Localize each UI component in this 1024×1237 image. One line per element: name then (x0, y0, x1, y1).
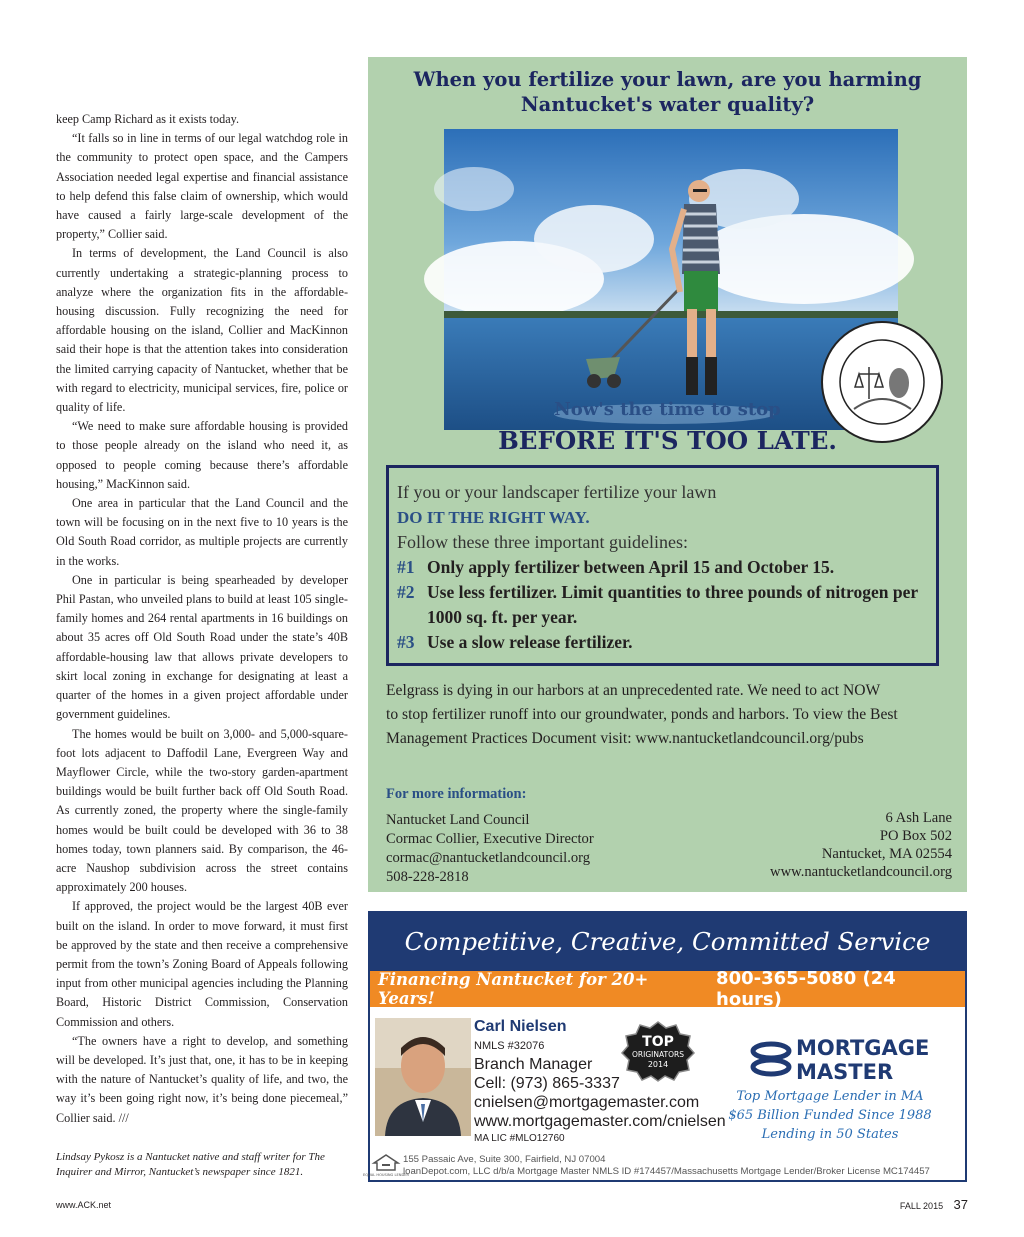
agent-cell[interactable]: Cell: (973) 865-3337 (474, 1075, 620, 1092)
contact-left-block (386, 811, 594, 887)
guideline-item (397, 630, 936, 655)
top-originators-badge (620, 1020, 696, 1082)
contact-line: Nantucket Land Council (386, 812, 530, 828)
guidelines-intro: If you or your landscaper fertilize your lawn (397, 482, 717, 502)
page-footer (900, 1196, 968, 1214)
guidelines-follow: Follow these three important guidelines: (397, 532, 688, 552)
agent-portrait-photo (375, 1018, 471, 1136)
guideline-number: #3 (397, 632, 415, 652)
eelgrass-line: Management Practices Document visit: www.nantucketlandcouncil.org/pubs (386, 730, 864, 747)
agent-name: Carl Nielsen (474, 1018, 567, 1035)
phone-number[interactable]: 800-365-5080 (24 hours) (716, 968, 896, 1010)
contact-line: PO Box 502 (879, 828, 952, 844)
financing-text: Financing Nantucket for 20+ Years! (378, 970, 649, 1008)
ad-headline (368, 67, 967, 117)
guideline-text: Use a slow release fertilizer. (427, 632, 633, 652)
contact-right-block (770, 809, 952, 881)
guideline-number: #2 (397, 582, 415, 602)
page-number: 37 (953, 1197, 968, 1212)
agent-license: MA LIC #MLO12760 (474, 1133, 565, 1144)
issue-label: FALL 2015 (899, 1201, 944, 1211)
logo-word-master: MASTER (796, 1060, 894, 1084)
article-paragraph: “It falls so in line in terms of our legal watchdog role in the community to protect open space, and the Campers Association needed legal expertise and financial assistance to help defend this false claim of ownership, which would have caused a fairly large-scale development of the property,” Collier said. (56, 131, 348, 242)
agent-email[interactable]: cnielsen@mortgagemaster.com (474, 1094, 700, 1111)
right-way-text: DO IT THE RIGHT WAY. (397, 508, 590, 527)
eelgrass-line: to stop fertilizer runoff into our groundwater, ponds and harbors. To view the Best (386, 706, 898, 723)
badge-top-text: TOP (642, 1034, 674, 1050)
mortgage-ad (363, 911, 967, 1182)
guideline-number: #1 (397, 557, 415, 577)
financing-bar (370, 968, 965, 1010)
eelgrass-statement (386, 679, 966, 751)
agent-title: Branch Manager (474, 1056, 593, 1073)
mortgage-master-logo (750, 1033, 930, 1085)
tagline-line: $65 Billion Funded Since 1988 (728, 1108, 932, 1123)
guideline-item (397, 555, 936, 580)
too-late-line: BEFORE IT'S TOO LATE. (498, 426, 837, 455)
guideline-item (397, 580, 936, 630)
tagline-line: Lending in 50 States (761, 1127, 899, 1142)
contact-website[interactable]: www.nantucketlandcouncil.org (770, 864, 952, 880)
ad-headline-line: Nantucket's water quality? (520, 93, 815, 116)
article-paragraph: The homes would be built on 3,000- and 5,000-square-foot lots adjacent to Daffodil Lane, Evergreen Way and Mayflower Circle, while the two-story garden-apartment buildings would be built further back off Old South Road. As currently zoned, the property where the single-family homes would be built could be developed with 36 to 38 homes today, town planners said. By comparison, the 46-acre Naushop subdivision across the street contains approximately 200 houses. (56, 726, 348, 895)
lender-address: 155 Passaic Ave, Suite 300, Fairfield, NJ 07004 (403, 1154, 606, 1165)
guidelines-box (386, 465, 939, 666)
badge-originators-text: ORIGINATORS (632, 1050, 684, 1059)
article-paragraph: “We need to make sure affordable housing is provided to those people already on the island who need it, as opposed to people coming because there’s affordable housing,” MacKinnon said. (56, 419, 348, 491)
author-byline: Lindsay Pykosz is a Nantucket native and staff writer for The Inquirer and Mirror, Nantucket’s newspaper since 1821. (56, 1151, 325, 1178)
article-column (56, 110, 348, 1128)
site-url: www.ACK.net (56, 1200, 112, 1210)
agent-nmls: NMLS #32076 (474, 1040, 545, 1052)
guideline-text: Only apply fertilizer between April 15 and October 15. (427, 557, 835, 577)
tagline-line: Top Mortgage Lender in MA (736, 1089, 924, 1104)
contact-line: 6 Ash Lane (885, 810, 952, 826)
ehl-caption: EQUAL HOUSING LENDER (363, 1173, 409, 1177)
contact-phone: 508-228-2818 (386, 869, 469, 885)
article-paragraph: “The owners have a right to develop, and something will be developed. It’s just that, one, it has to be in keeping with the nature of Nantucket’s quality of life, and two, the way it’s been going right now, it’s being done piecemeal,” Collier said. /// (56, 1033, 348, 1125)
service-banner: Competitive, Creative, Committed Service (370, 913, 965, 971)
fertilizer-ad (368, 57, 967, 892)
contact-email[interactable]: cormac@nantucketlandcouncil.org (386, 850, 591, 866)
eelgrass-line: Eelgrass is dying in our harbors at an unprecedented rate. We need to act NOW (386, 682, 881, 699)
stop-line: Now's the time to stop (554, 399, 781, 420)
lender-legal-footer (363, 1152, 965, 1180)
article-paragraph: If approved, the project would be the largest 40B ever built on the island. In order to move forward, it must first be approved by the state and then receive a comprehensive permit from the town’s Zoning Board of Appeals following input from other municipal agencies including the Planning Board, Historic District Commission, Conservation Commission and others. (56, 899, 348, 1029)
lender-tagline (725, 1087, 935, 1144)
article-paragraph: keep Camp Richard as it exists today. (56, 112, 239, 126)
ad-headline-line: When you fertilize your lawn, are you harming (413, 68, 922, 91)
contact-line: Nantucket, MA 02554 (821, 846, 952, 862)
agent-website[interactable]: www.mortgagemaster.com/cnielsen (474, 1113, 726, 1130)
article-paragraph: One area in particular that the Land Council and the town will be focusing on in the next five to 10 years is the Old South Road corridor, as multiple projects are currently in the works. (56, 496, 348, 568)
guideline-text: Use less fertilizer. Limit quantities to three pounds of nitrogen per 1000 sq. ft. per year. (427, 582, 918, 627)
equal-housing-lender-icon (363, 1154, 409, 1178)
lender-license-text: loanDepot.com, LLC d/b/a Mortgage Master NMLS ID #174457/Massachusetts Mortgage Lender/Broker License MC174457 (403, 1166, 930, 1177)
more-info-heading: For more information: (386, 786, 527, 802)
badge-year-text: 2014 (647, 1060, 669, 1069)
article-paragraph: In terms of development, the Land Council is also currently undertaking a strategic-planning process to analyze where the organization fits in the affordable-housing discussion. Fully recognizing the need for affordable housing on the island, Collier and MacKinnon said their hope is that the attention takes into consideration the limited carrying capacity of Nantucket, whether that be with regard to electricity, municipal services, fire, police or quality of life. (56, 246, 348, 415)
contact-line: Cormac Collier, Executive Director (386, 831, 594, 847)
logo-word-mortgage: MORTGAGE (796, 1036, 930, 1060)
article-paragraph: One in particular is being spearheaded by developer Phil Pastan, who unveiled plans to build at least 105 single-family homes and 264 rental apartments in 16 buildings on about 35 acres off Old South Road under the state’s 40B affordable-housing law that allows private developers to skirt local zoning in exchange for designating at least a quarter of the homes in a given project affordable under government guidelines. (56, 572, 348, 722)
